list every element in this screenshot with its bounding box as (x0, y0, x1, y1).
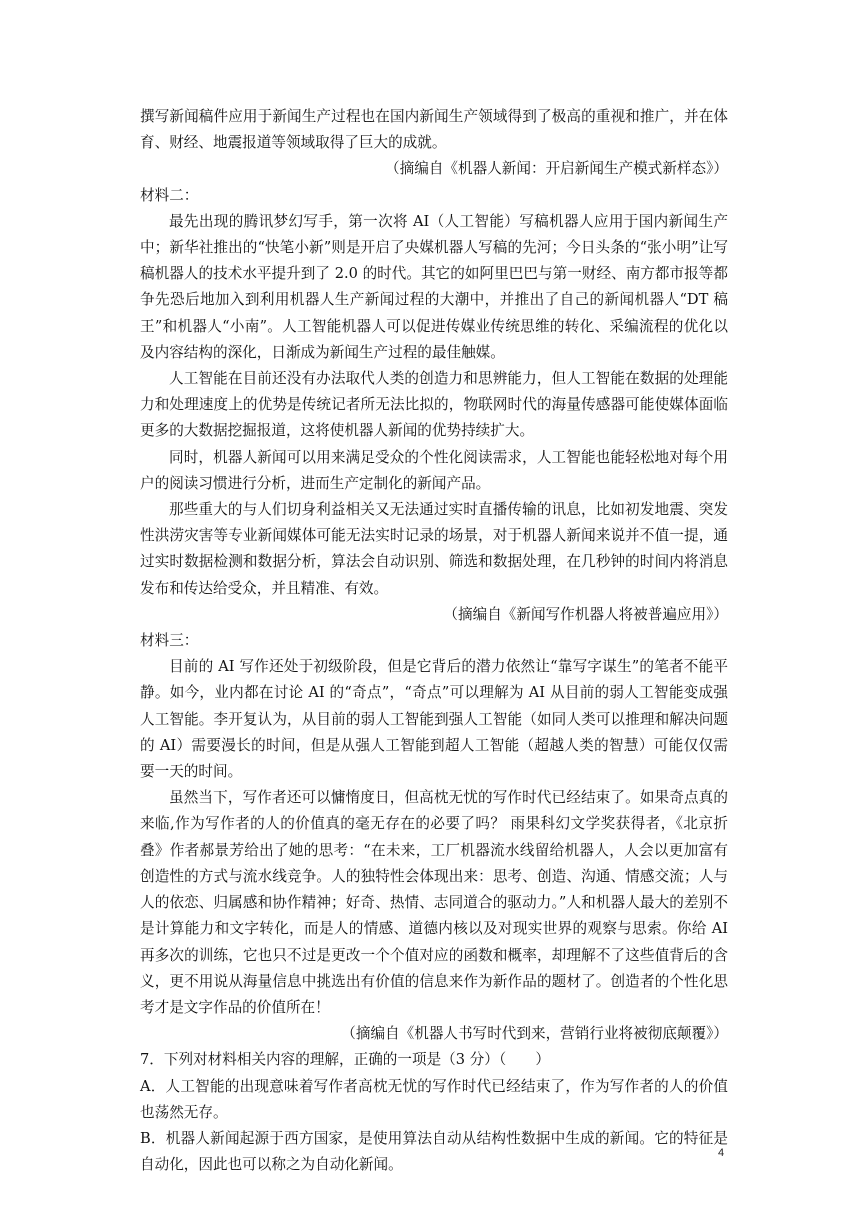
answer-option-b: B．机器人新闻起源于西方国家，是使用算法自动从结构性数据中生成的新闻。它的特征是自动化，因此也可以称之为自动化新闻。 (140, 1129, 728, 1174)
answer-option-a: A．人工智能的出现意味着写作者高枕无忧的写作时代已经结束了，作为写作者的人的价值也荡然无存。 (140, 1077, 728, 1121)
question-stem: 7．下列对材料相关内容的理解，正确的一项是（3 分）（ ） (140, 1051, 550, 1069)
source-citation: （摘编自《机器人书写时代到来，营销行业将被彻底颠覆》） (341, 1025, 728, 1043)
body-paragraph: 同时，机器人新闻可以用来满足受众的个性化阅读需求，人工智能也能轻松地对每个用户的阅读习惯进行分析，进而生产定制化的新闻产品。 (140, 448, 728, 492)
body-paragraph: 最先出现的腾讯梦幻写手，第一次将 AI（人工智能）写稿机器人应用于国内新闻生产中；新华社推出的“快笔小新”则是开启了央媒机器人写稿的先河；今日头条的“张小明”让写稿机器人的技术水平提升到了 2.0 的时代。其它的如阿里巴巴与第一财经、南方都市报等都争先恐后地加入到利用机器人生产新闻过程的大潮中，并推出了自己的新闻机器人“DT 稿王”和机器人“小南”。人工智能机器人可以促进传媒业传统思维的转化、采编流程的优化以及内容结构的深化，日渐成为新闻生产过程的最佳触媒。 (140, 212, 728, 361)
section-heading: 材料二： (140, 186, 199, 204)
source-citation: （摘编自《新闻写作机器人将被普遍应用》） (443, 605, 728, 623)
body-paragraph: 撰写新闻稿件应用于新闻生产过程也在国内新闻生产领域得到了极高的重视和推广，并在体育、财经、地震报道等领域取得了巨大的成就。 (140, 108, 728, 152)
page-number: 4 (718, 1147, 725, 1159)
page-body (140, 104, 728, 1178)
body-paragraph: 那些重大的与人们切身利益相关又无法通过实时直播传输的讯息，比如初发地震、突发性洪涝灾害等专业新闻媒体可能无法实时记录的场景，对于机器人新闻来说并不值一提，通过实时数据检测和数据分析，算法会自动识别、筛选和数据处理，在几秒钟的时间内将消息发布和传达给受众，并且精准、有效。 (140, 501, 728, 597)
body-paragraph: 人工智能在目前还没有办法取代人类的创造力和思辨能力，但人工智能在数据的处理能力和处理速度上的优势是传统记者所无法比拟的，物联网时代的海量传感器可能使媒体面临更多的大数据挖掘报道，这将使机器人新闻的优势持续扩大。 (140, 370, 728, 440)
body-paragraph: 目前的 AI 写作还处于初级阶段，但是它背后的潜力依然让“靠写字谋生”的笔者不能平静。如今，业内都在讨论 AI 的“奇点”，“奇点”可以理解为 AI 从目前的弱人工智能变成强人工智能。李开复认为，从目前的弱人工智能到强人工智能（如同人类可以推理和解决问题的 AI）需要漫长的时间，但是从强人工智能到超人工智能（超越人类的智慧）可能仅仅需要一天的时间。 (140, 658, 728, 781)
source-citation: （摘编自《机器人新闻：开启新闻生产模式新样态》） (385, 160, 728, 178)
section-heading: 材料三： (140, 632, 199, 650)
body-paragraph: 虽然当下，写作者还可以慵惰度日，但高枕无忧的写作时代已经结束了。如果奇点真的来临,作为写作者的人的价值真的毫无存在的必要了吗？ 雨果科幻文学奖获得者，《北京折叠》作者郝景芳给出了她的思考：“在未来，工厂机器流水线留给机器人，人会以更加富有创造性的方式与流水线竞争。人的独特性会体现出来：思考、创造、沟通、情感交流；人与人的依恋、归属感和协作精神；好奇、热情、志同道合的驱动力。”人和机器人最大的差别不是计算能力和文字转化，而是人的情感、道德内核以及对现实世界的观察与思索。你给 AI 再多次的训练，它也只不过是更改一个个值对应的函数和概率，却理解不了这些值背后的含义，更不用说从海量信息中挑选出有价值的信息来作为新作品的题材了。创造者的个性化思考才是文字作品的价值所在！ (140, 789, 728, 1016)
